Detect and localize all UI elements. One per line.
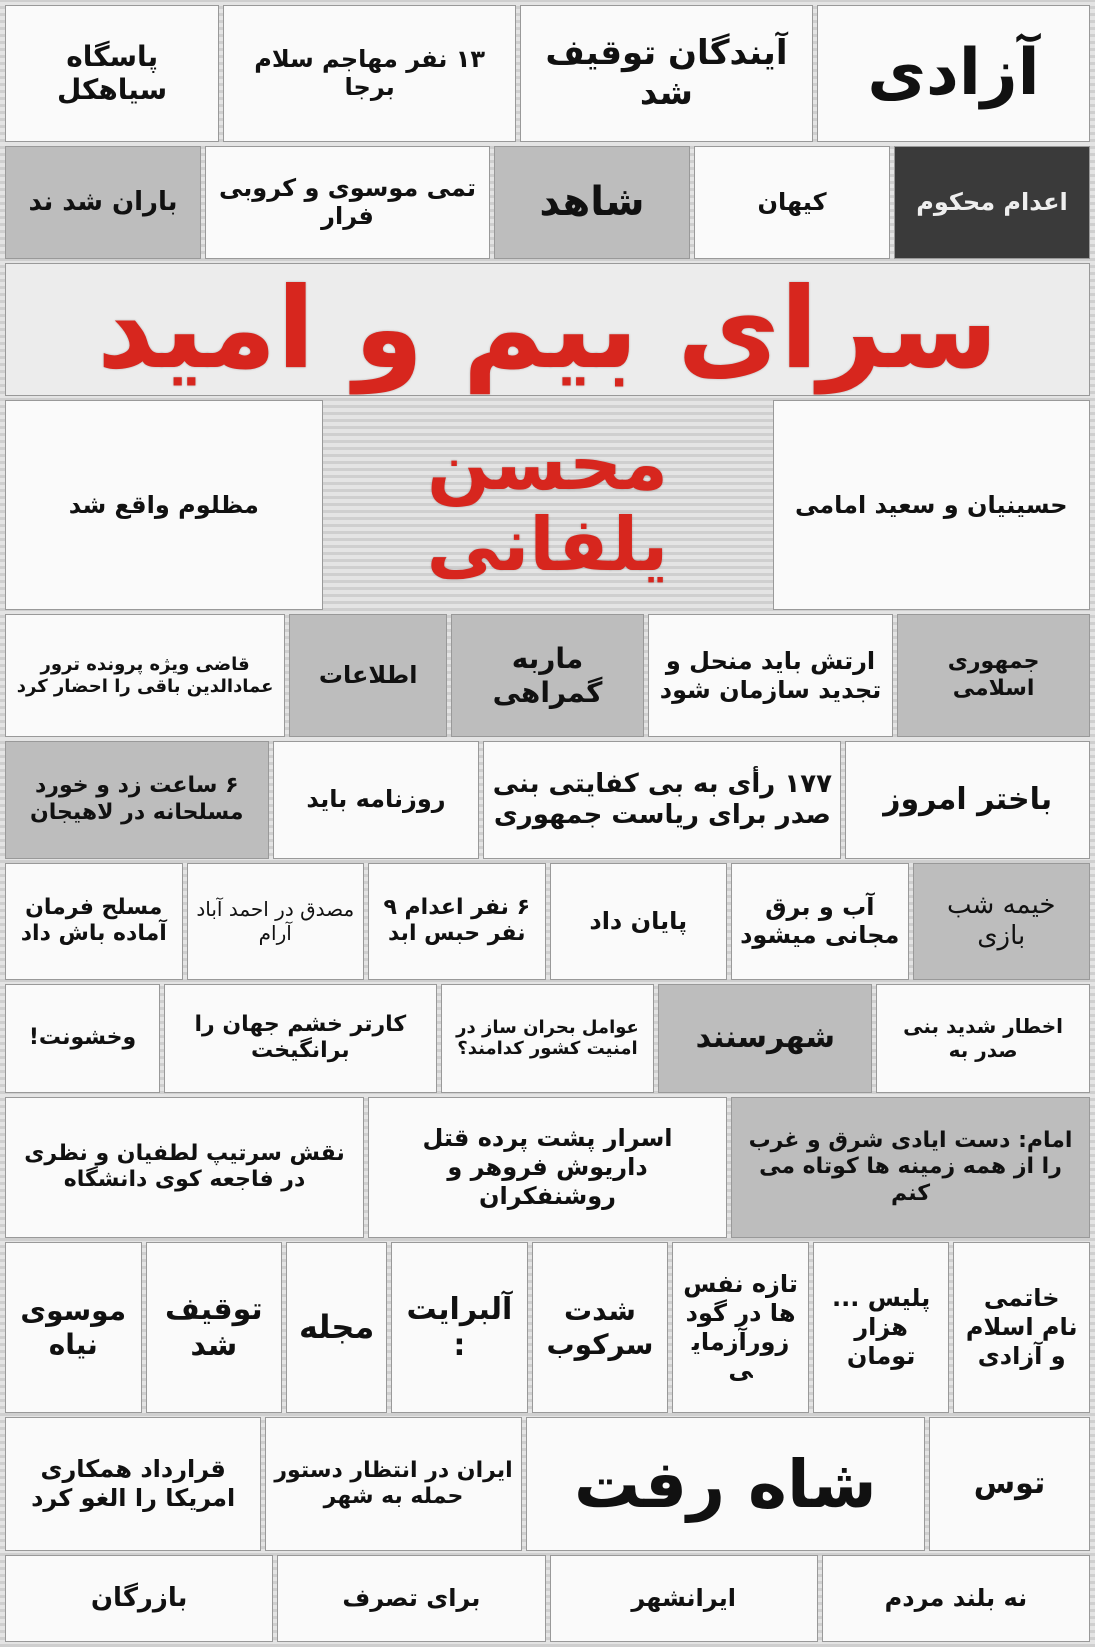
clipping: جمهوری اسلامی bbox=[898, 615, 1089, 736]
clipping: خاتمی نام اسلام و آزادی bbox=[954, 1243, 1089, 1412]
collage-row bbox=[6, 147, 1089, 258]
clipping: روزنامه باید bbox=[274, 742, 479, 858]
clipping: قرارداد همکاری امریکا را الغو کرد bbox=[6, 1418, 260, 1551]
clipping: مظلوم واقع شد bbox=[6, 401, 322, 609]
clipping: مصدق در احمد آباد آرام bbox=[188, 864, 364, 980]
clipping: عوامل بحران ساز در امنیت کشور کدامند؟ bbox=[442, 985, 654, 1091]
collage-row bbox=[6, 6, 1089, 141]
book-title: سرای بیم و امید bbox=[96, 263, 999, 394]
clipping: ۶ نفر اعدام ۹ نفر حبس ابد bbox=[369, 864, 545, 980]
clipping: آب و برق مجانی میشود bbox=[732, 864, 908, 980]
clipping: کیهان bbox=[695, 147, 889, 258]
clipping: آیندگان توقیف شد bbox=[521, 6, 812, 141]
clipping: نقش سرتیپ لطفیان و نظری در فاجعه کوی دانشگاه bbox=[6, 1098, 363, 1238]
collage-row bbox=[6, 864, 1089, 980]
clipping: شهرسنند bbox=[659, 985, 871, 1091]
clipping: حسینیان و سعید امامی bbox=[774, 401, 1090, 609]
book-author: محسن یلفانی bbox=[426, 420, 669, 589]
clipping: اطلاعات bbox=[290, 615, 446, 736]
clipping: مجله bbox=[287, 1243, 386, 1412]
clipping: ایران در انتظار دستور حمله به شهر bbox=[266, 1418, 520, 1551]
clipping: پلیس ... هزار تومان bbox=[814, 1243, 949, 1412]
clipping: ایرانشهر bbox=[551, 1556, 817, 1641]
clipping: بازرگان bbox=[6, 1556, 272, 1641]
clipping: ۶ ساعت زد و خورد مسلحانه در لاهیجان bbox=[6, 742, 268, 858]
clipping: قاضی ویژه پرونده ترور عمادالدین باقی را احضار کرد bbox=[6, 615, 284, 736]
clipping: کارتر خشم جهان را برانگیخت bbox=[165, 985, 436, 1091]
clipping: آزادی bbox=[818, 6, 1089, 141]
clipping: ماربه گمراهی bbox=[452, 615, 643, 736]
collage-row bbox=[6, 1418, 1089, 1551]
clipping: تازه نفس ها در گود زورآزمایی bbox=[673, 1243, 808, 1412]
collage-row bbox=[6, 401, 1089, 609]
clipping: موسوی نیاه bbox=[6, 1243, 141, 1412]
clipping: نه بلند مردم bbox=[823, 1556, 1089, 1641]
clipping: باران شد ند bbox=[6, 147, 200, 258]
collage-row bbox=[6, 1556, 1089, 1641]
collage-row bbox=[6, 1243, 1089, 1412]
collage-row bbox=[6, 742, 1089, 858]
clipping: توس bbox=[930, 1418, 1089, 1551]
clipping: مسلح فرمان آماده باش داد bbox=[6, 864, 182, 980]
clipping: اعدام محکوم bbox=[895, 147, 1089, 258]
clipping: شاه رفت bbox=[527, 1418, 924, 1551]
clipping: خیمه شب بازی bbox=[914, 864, 1090, 980]
clipping: آلبرایت : bbox=[392, 1243, 527, 1412]
clipping: ۱۷۷ رأی به بی کفایتی بنی صدر برای ریاست جمهوری bbox=[484, 742, 840, 858]
collage-row bbox=[6, 1098, 1089, 1238]
collage-row bbox=[6, 615, 1089, 736]
clipping: شدت سرکوب bbox=[533, 1243, 668, 1412]
clipping: ۱۳ نفر مهاجم سلام برجا bbox=[224, 6, 515, 141]
clipping: ارتش باید منحل و تجدید سازمان شود bbox=[649, 615, 892, 736]
clipping: اخطار شدید بنی صدر به bbox=[877, 985, 1089, 1091]
clipping: امام: دست ایادی شرق و غرب را از همه زمینه ها کوتاه می کنم bbox=[732, 1098, 1089, 1238]
clipping: باختر امروز bbox=[846, 742, 1089, 858]
clipping: وخشونت! bbox=[6, 985, 159, 1091]
collage-row bbox=[6, 985, 1089, 1091]
clipping: شاهد bbox=[495, 147, 689, 258]
clipping: توقیف شد bbox=[147, 1243, 282, 1412]
clipping: پاسگاه سیاهکل bbox=[6, 6, 218, 141]
clipping: برای تصرف bbox=[278, 1556, 544, 1641]
clipping: تمی موسوی و کروبی فرار bbox=[206, 147, 489, 258]
clipping: پایان داد bbox=[551, 864, 727, 980]
title-band bbox=[6, 264, 1089, 395]
clipping: اسرار پشت پرده قتل داریوش فروهر و روشنفکران bbox=[369, 1098, 726, 1238]
